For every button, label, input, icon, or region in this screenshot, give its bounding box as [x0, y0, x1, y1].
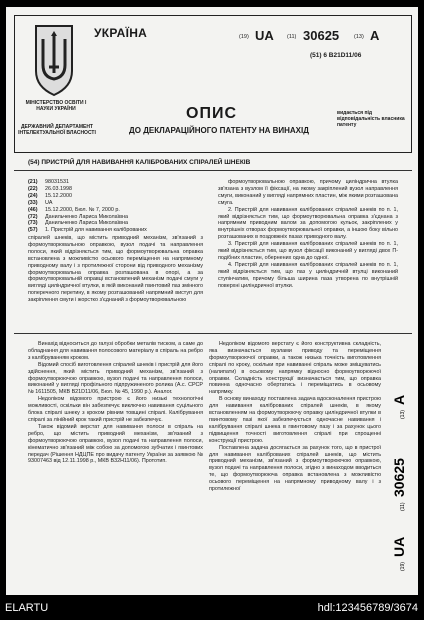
strip-code-11-value: 30625 — [391, 458, 407, 497]
description-right-text — [209, 341, 381, 493]
paragraph: Поставлена задача досягається за рахунок того, що в пристрої для навивання каліброваних спіралей шнеків, що містить приводний механізм, зв'язаний з формоутворюючою оправкою, вузол подачі та направлення полоси, згідно з винаходом вводиться те, що формоутворююча оправка встановлена з можливістю осьового переміщення на напрямному приводному валу і з протилежної — [209, 444, 381, 493]
country-name: УКРАЇНА — [94, 26, 148, 40]
department-name: ДЕРЖАВНИЙ ДЕПАРТАМЕНТ ІНТЕЛЕКТУАЛЬНОЇ ВЛАСНОСТІ — [18, 124, 96, 136]
biblio-row: (72) Данильченко Лариса Миколаївна — [28, 213, 128, 220]
code-19-value: UA — [255, 28, 274, 43]
paragraph: Недоліком відомого верстату є його конструктивна складність, яка визначається вузлами приводу та переміщення формоутворюючої оправки, а також низька точність виготовлення спіралі по кроку, оскільки при навиванні спіраль може зміщуватись (налипати) в осьовому напрямку відносно формоутворюючої оправки. Складність конструкції визначається тим, що оправка повинна одночасно обертатись і переміщатись в осьовому напрямку. — [209, 341, 381, 396]
code-19-label: (19) — [239, 34, 249, 40]
abstract-right-column — [218, 179, 398, 329]
description-right-column — [209, 341, 381, 587]
paragraph: Відомий спосіб виготовлення спіралей шнеків і пристрій для його здійснення, який містить приводний механізм, зв'язаний з формоутворюючою оправкою, вузол подачі та направлення полоси, виконаний у вигляді профільного підпружиненого ролика (А.с. СРСР № 1611505, МКВ В21D11/06, Бюл. № 45, 1990 р.). Аналог. — [28, 361, 203, 396]
owner-note: видається під відповідальність власника патенту — [337, 110, 405, 128]
ministry-name: МІНІСТЕРСТВО ОСВІТИ І НАУКИ УКРАЇНИ — [25, 100, 87, 112]
ipc-classification: (51) 6 B21D11/06 — [310, 52, 362, 59]
paragraph: 3. Пристрій для навивання каліброваних спіралей шнеків по п. 1, який відрізняється тим, що вузол фіксації виконаний у вигляді двох П-подібних пластин, обернених одна до одної. — [218, 241, 398, 261]
patent-codes — [239, 28, 415, 46]
code-13-label: (13) — [354, 34, 364, 40]
biblio-row: (33) UA — [28, 199, 53, 206]
document-type: ОПИС — [186, 105, 237, 122]
biblio-row: (57) 1. Пристрій для навивання каліброваних — [28, 227, 147, 234]
paragraph: Винахід відноситься до галузі обробки металів тиском, а саме до обладнання для навивання полосового матеріалу в спіраль на ребро з калібруванням кроком. — [28, 341, 203, 361]
paragraph: 4. Пристрій для навивання каліброваних спіралей шнеків по п. 1, який відрізняється тим, що паз у циліндричній втулці виконаний ступінчатим, причому більша ширина паза утворена по внутрішній поверхні циліндричної втулки. — [218, 261, 398, 289]
strip-code-13-value: A — [391, 394, 407, 405]
description-left-text — [28, 341, 203, 465]
strip-code-11-label: (11) — [400, 502, 406, 511]
paragraph: 2. Пристрій для навивання каліброваних спіралей шнеків по п. 1, який відрізняється тим, що формоутворювальна оправка з'єднана з напрямним приводним валом за допомогою кульок, закріплених у внутрішніх отворах формоутворювальної оправки, а іншою боку вільно розташованих в поздовжніх пазах приводного валу. — [218, 206, 398, 241]
abstract-divider — [14, 333, 412, 334]
paragraph: формоутворювальною оправкою, причому циліндрична втулка зв'язана з вузлом її фіксації, на якому закріплений вузол направлення смуги, виконаний у вигляді напрямних пластин, між якими розташована смуга. — [218, 179, 398, 206]
code-13-value: A — [370, 28, 380, 43]
bibliographic-data — [28, 179, 203, 234]
biblio-row: (73) Данильченко Лариса Миколаївна — [28, 220, 128, 227]
title-divider — [14, 170, 412, 171]
document-subtitle: ДО ДЕКЛАРАЦІЙНОГО ПАТЕНТУ НА ВИНАХІД — [129, 126, 309, 135]
strip-code-19-label: (19) — [400, 562, 406, 571]
paragraph: Недоліком відомого пристрою є його низькі технологічні можливості, оскільки він забезпечує виключно навивання суцільного блока спіралі шнеку з кроком рівним товщині спіралі. Калібрування спіралі за лінійний крок такий пристрій не забезпечує. — [28, 396, 203, 423]
repository-name: ELARTU — [5, 602, 49, 614]
paragraph: В основу винаходу поставлена задача вдосконалення пристрою для навивання каліброваних спіралей шнеків, в якому встановленням на формоутворюючу оправку циліндричної втулки в гвинтовому пазі якої забезпечується одночасне навивання і калібрування спіралі шнека в гвинтовому пазу і за рахунок цього підвищення точності виготовлення спіралі при спрощенні конструкції пристрою. — [209, 396, 381, 444]
strip-code-19-value: UA — [391, 536, 407, 557]
viewer-footer — [0, 598, 424, 620]
code-11-label: (11) — [287, 34, 297, 40]
biblio-row: (22) 26.03.1998 — [28, 185, 72, 192]
vertical-patent-number — [385, 339, 411, 579]
biblio-row: (24) 15.12.2000 — [28, 192, 72, 199]
biblio-row: (46) 15.12.2000, Бюл. № 7, 2000 р. — [28, 206, 120, 213]
biblio-row: (21) 98031531 — [28, 179, 69, 185]
trident-coat-of-arms-icon — [33, 23, 75, 97]
strip-code-13-label: (13) — [400, 410, 406, 419]
description-left-column — [28, 341, 203, 587]
paragraph: Також відомий верстат для навивання полоси в спіраль на ребро, що містить приводний механізм, зв'язаний з формоутворюючою оправкою, вузол подачі та направлення полоси, кінематично зв'язаний між собою за допомогою зубчатих і гвинтових передач (Рішення НДЦПЕ про видачу патенту України за заявкою № 93007463 від 12.11.1998 р., МКВ В32Н11/06). Прототип. — [28, 423, 203, 465]
abstract-right-text — [218, 179, 398, 290]
code-11-value: 30625 — [303, 28, 340, 43]
invention-title: (54) ПРИСТРІЙ ДЛЯ НАВИВАННЯ КАЛІБРОВАНИХ СПІРАЛЕЙ ШНЕКІВ — [28, 159, 251, 166]
patent-page — [6, 7, 418, 595]
abstract-left-column: спіралей шнеків, що містить приводний механізм, зв'язаний з формоутворювальною оправкою, вузол подачі та направлення полоси, який відрізняється тим, що формоутворювальна оправка встановлена з можливістю осьового переміщення на напрямному приводному валу і з протилежної сторони від приводного механізму формоутворювальна оправка розташована в опорі, а за формоутворювальній оправці встановлений механізм подачі смуги у вигляді циліндричної втулки, в якій виконаний гвинтовий паз змінного поперечного перетину, в якому розташований напрямний виступ для закріплення смуги і жорстко з'єднаний з формоутворювальною — [28, 235, 203, 304]
handle-link[interactable]: hdl:123456789/3674 — [317, 602, 418, 614]
